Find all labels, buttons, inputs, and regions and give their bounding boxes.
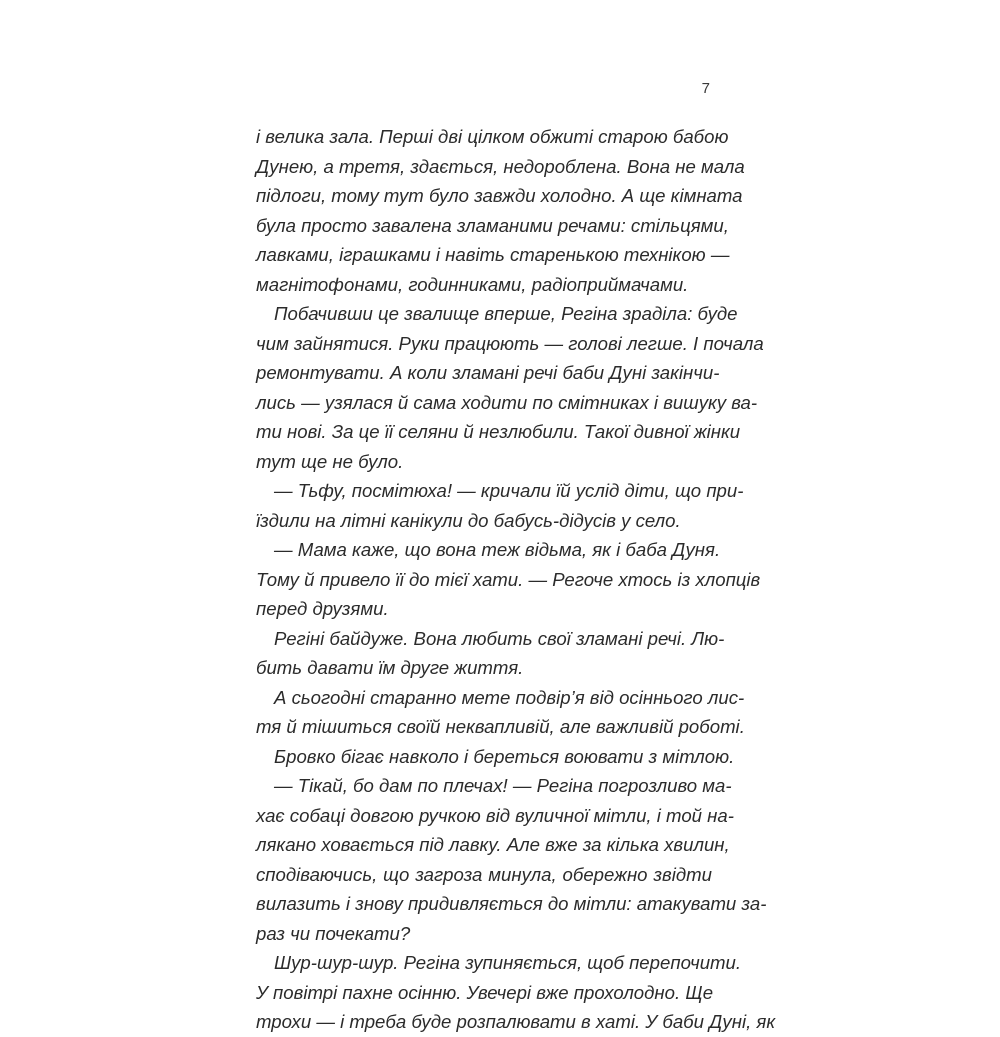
text-line: ремонтувати. А коли зламані речі баби Дуні закінчи-: [256, 362, 720, 383]
text-line: була просто завалена зламаними речами: стільцями,: [256, 214, 729, 236]
text-line: вилазить і знову придивляється до мітли: атакувати за-: [256, 893, 767, 914]
text-line: чим зайнятися. Руки працюють — голові легше. І почала: [256, 332, 764, 354]
text-line: Бровко бігає навколо і береться воювати з мітлою.: [274, 745, 735, 767]
text-line: тут ще не було.: [256, 450, 404, 472]
text-line: Дунею, а третя, здається, недоробленa. Вона не мала: [256, 155, 745, 177]
text-line: бить давати їм друге життя.: [256, 657, 524, 678]
text-line: Побачивши це звалище вперше, Регіна зраділа: буде: [274, 303, 738, 324]
text-line: — Тьфу, посмітюха! — кричали їй услід діти, що при-: [274, 480, 744, 501]
text-line: У повітрі пахне осінню. Увечері вже прохолодно. Ще: [256, 981, 714, 1003]
text-line: Шур-шур-шур. Регіна зупиняється, щоб перепочити.: [274, 952, 742, 973]
text-line: лякано ховається під лавку. Але вже за кілька хвилин,: [256, 834, 730, 855]
text-line: трохи — і треба буде розпалювати в хаті. У баби Дуні, як: [256, 1011, 776, 1032]
text-line: ти нові. За це її селяни й незлюбили. Такої дивної жінки: [256, 421, 741, 442]
text-line: лись — узялася й сама ходити по смітниках і вишуку ва-: [256, 391, 758, 413]
text-line: лавками, іграшками і навіть старенькою технікою —: [256, 244, 730, 265]
text-line: тя й тішиться своїй неквапливій, але важливій роботі.: [256, 716, 745, 737]
text-line: і велика зала. Перші дві цілком обжиті старою бабою: [256, 126, 729, 147]
text-line: — Мама каже, що вона теж відьма, як і баба Дуня.: [274, 539, 721, 560]
text-line: раз чи почекати?: [256, 922, 411, 944]
text-line: хає собаці довгою ручкою від вуличної мітли, і той на-: [256, 804, 734, 826]
text-line: А сьогодні старанно мете подвір’я від осіннього лис-: [274, 686, 745, 708]
text-line: — Тікай, бо дам по плечах! — Регіна погрозливо ма-: [274, 775, 732, 796]
text-line: сподіваючись, що загроза минула, обережно звідти: [256, 863, 712, 885]
text-line: підлоги, тому тут було завжди холодно. А ще кімната: [256, 185, 743, 206]
text-line: Тому й привело її до тієї хати. — Регоче хтось із хлопців: [256, 568, 761, 590]
page-number: 7: [701, 80, 710, 97]
text-line: перед друзями.: [256, 598, 389, 619]
text-line: їздили на літні канікули до бабусь-дідусів у село.: [256, 509, 681, 531]
body-text: [256, 122, 776, 1037]
text-line: Регіні байдуже. Вона любить свої зламані речі. Лю-: [274, 627, 725, 649]
text-line: магнітофонами, годинниками, радіоприймачами.: [256, 273, 689, 295]
